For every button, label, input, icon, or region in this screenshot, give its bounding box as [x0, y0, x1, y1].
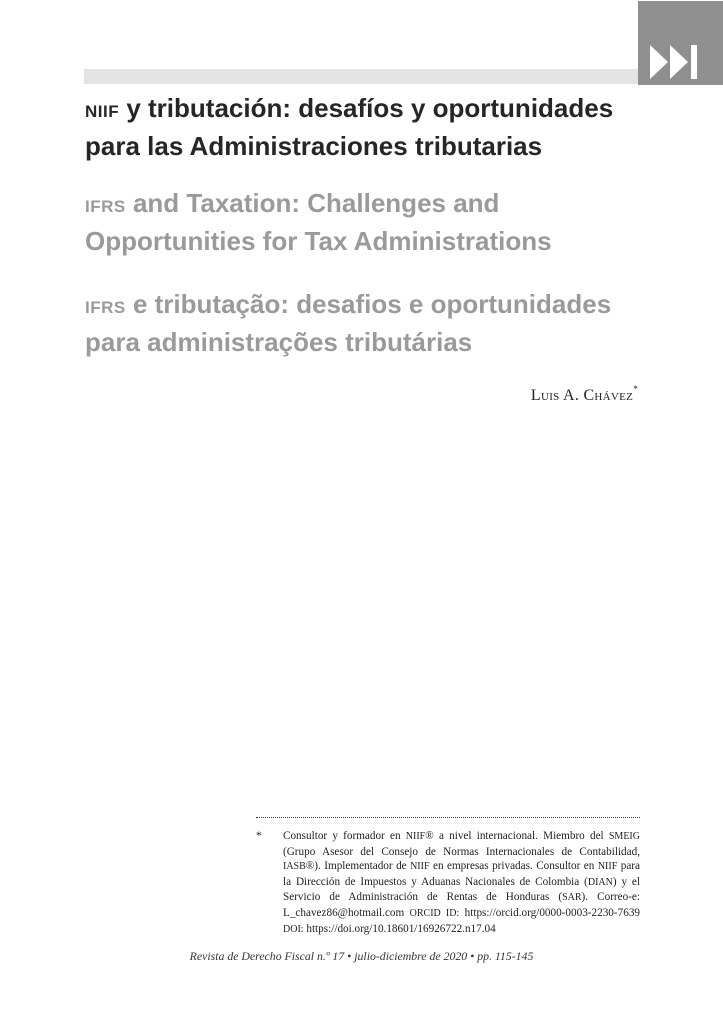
doi-link[interactable]: https://doi.org/10.18601/16926722.n17.04 [306, 922, 496, 935]
acronym-sar: SAR [562, 892, 582, 904]
acronym-niif: NIIF [597, 861, 618, 873]
header-bar [84, 69, 640, 84]
title-abbr: IFRS [85, 197, 126, 216]
journal-footer: Revista de Derecho Fiscal n.º 17 • julio-diciembre de 2020 • pp. 115-145 [189, 949, 534, 963]
title-line: para administrações tributárias [85, 327, 473, 357]
author-name-text: Luis A. Chávez [530, 387, 634, 404]
title-spanish [85, 91, 613, 163]
acronym-iasb: IASB [283, 861, 306, 873]
footnote-text: ) y el Servicio de Administración de Rentas de Honduras ( [283, 875, 640, 904]
title-line: y tributación: desafíos y oportunidades [126, 93, 614, 123]
email-text: ). Correo-e: L_chavez86@hotmail.com [283, 891, 641, 919]
title-line: para las Administraciones tributarias [85, 131, 543, 161]
footnote-mark: * [256, 830, 262, 842]
acronym-smeig: SMEIG [608, 831, 640, 842]
title-abbr: IFRS [85, 298, 126, 317]
footnote-text: en empresas privadas. Consultor en [432, 860, 595, 873]
footnote-divider [256, 817, 640, 818]
title-portuguese [85, 287, 611, 359]
fast-forward-icon [650, 43, 710, 81]
doi-label: DOI: [283, 923, 304, 935]
author-footnote [256, 829, 640, 937]
title-english [85, 186, 552, 258]
footnote-text: ® a nivel internacional. Miembro del [425, 830, 604, 842]
orcid-link[interactable]: https://orcid.org/0000-0003-2230-7639 [464, 906, 641, 919]
acronym-niif: NIIF [410, 861, 430, 873]
acronym-dian: DIAN [587, 876, 613, 888]
footnote-text: Consultor y formador en [283, 830, 401, 842]
next-section-tab[interactable] [638, 1, 723, 85]
acronym-niif: NIIF [405, 831, 426, 842]
footnote-text: (Grupo Asesor del Consejo de Normas Internacionales de Contabilidad, [283, 845, 640, 858]
title-line: e tributação: desafios e oportunidades [132, 289, 612, 319]
title-line: Opportunities for Tax Administrations [85, 226, 552, 256]
author-name [531, 384, 638, 405]
footnote-text: para la Dirección de Impuestos y Aduanas Nacionales de Colombia ( [283, 860, 640, 888]
footnote-text: ®). Implementador de [305, 860, 407, 873]
title-line: and Taxation: Challenges and [132, 188, 500, 218]
orcid-label: ORCID ID: [409, 907, 460, 919]
footnote-marker[interactable]: * [633, 384, 638, 394]
title-abbr: NIIF [85, 102, 120, 121]
footnote-body [283, 829, 640, 937]
